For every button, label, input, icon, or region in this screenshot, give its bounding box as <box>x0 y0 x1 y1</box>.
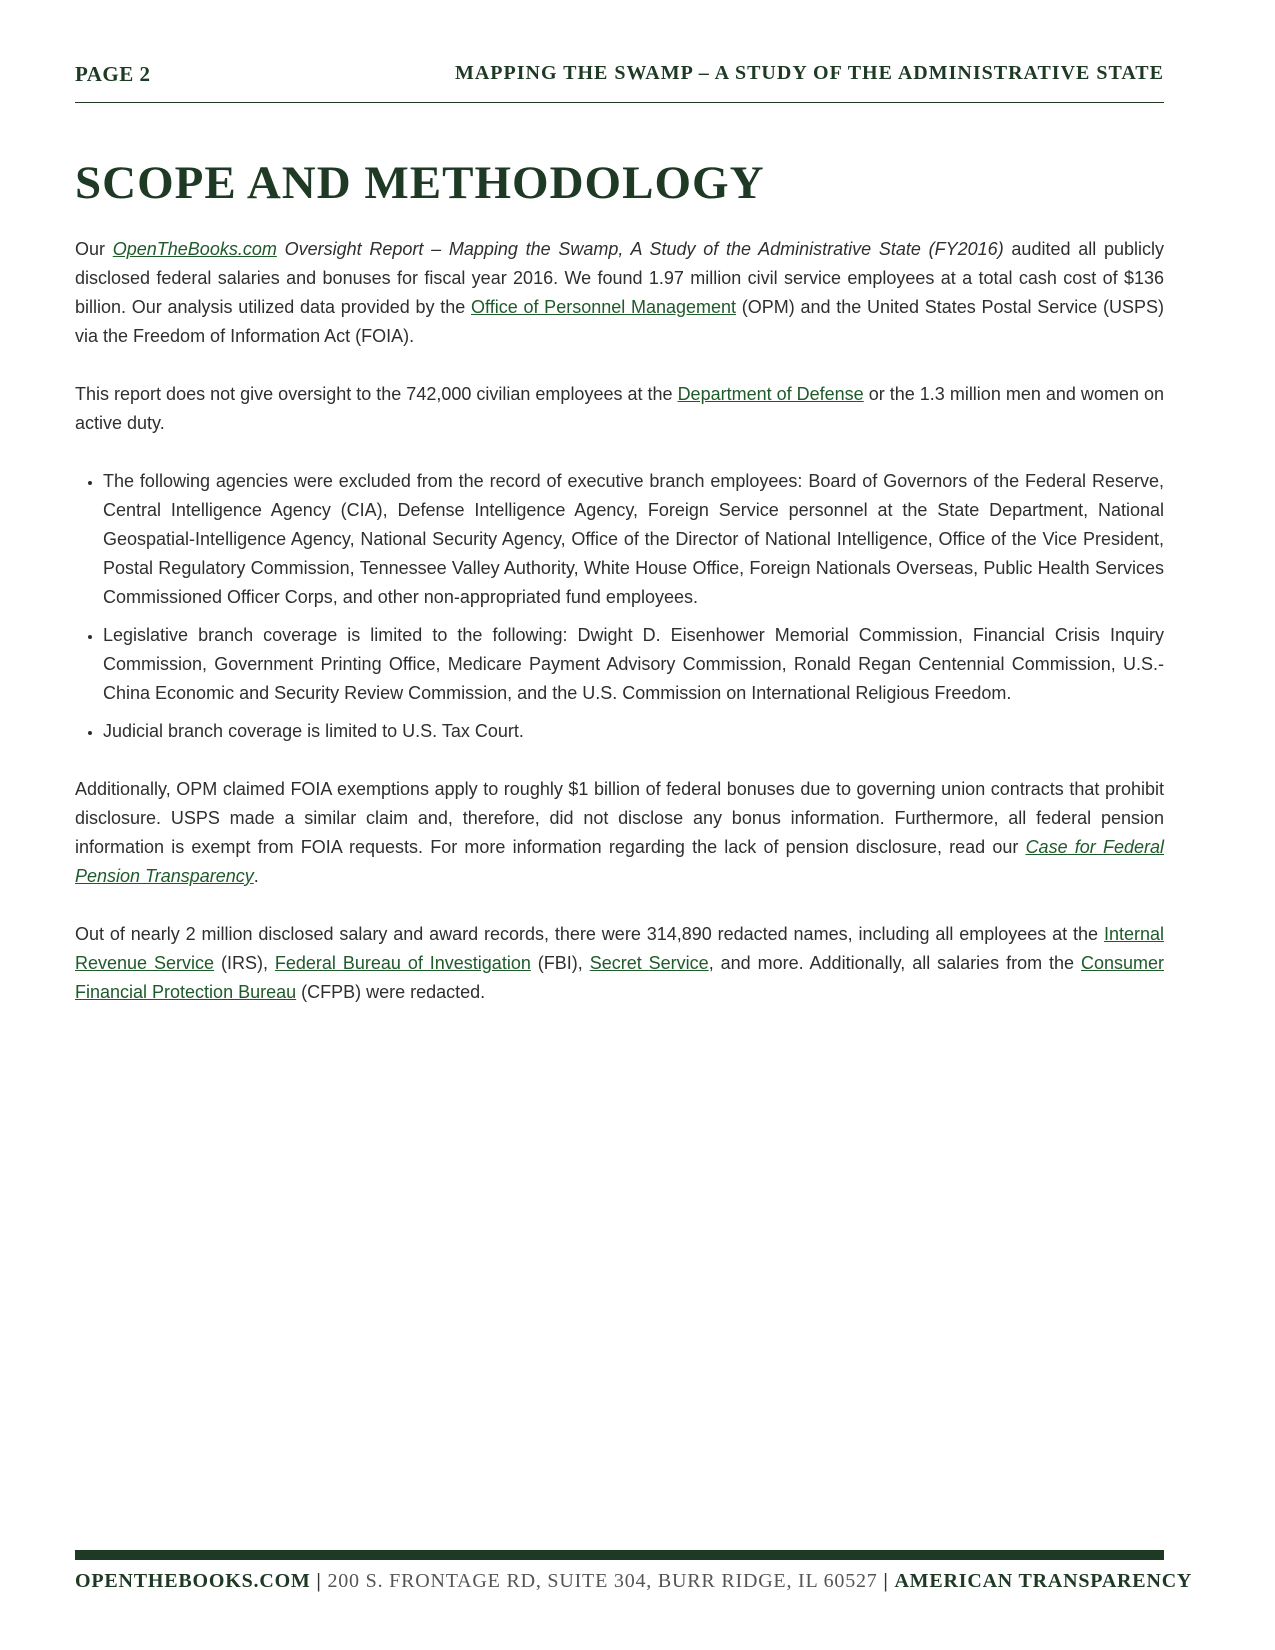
link-cfpb[interactable]: Consumer Financial Protection Bureau <box>75 953 1165 1002</box>
section-heading: SCOPE AND METHODOLOGY <box>75 157 765 209</box>
footer-rule <box>75 1550 1164 1560</box>
exclusion-list <box>75 467 1164 746</box>
list-item-legislative: • Legislative branch coverage is limited to the following: Dwight D. Eisenhower Memorial Commission, Financial Crisis Inquiry Commission, Government Printing Office, Medicare Payment Advisory Commission, Ronald Regan Centennial Commission, U.S.-China Economic and Security Review Commission, and the U.S. Commission on International Religious Freedom. <box>103 621 1164 708</box>
running-title: MAPPING THE SWAMP – A STUDY OF THE ADMINISTRATIVE STATE <box>454 62 1164 84</box>
list-item-judicial: • Judicial branch coverage is limited to U.S. Tax Court. <box>103 717 1164 746</box>
paragraph-defense <box>75 380 1164 438</box>
link-openthebooks[interactable]: OpenTheBooks.com <box>112 239 277 259</box>
page-footer <box>75 1570 1193 1593</box>
footer-separator: | <box>883 1570 889 1592</box>
footer-separator: | <box>316 1570 322 1592</box>
link-fbi[interactable]: Federal Bureau of Investigation <box>274 953 531 973</box>
text-run: . <box>253 866 259 886</box>
footer-org: AMERICAN TRANSPARENCY <box>894 1570 1193 1592</box>
text-run: (IRS), <box>214 953 275 973</box>
page-header <box>75 62 1164 103</box>
link-department-of-defense[interactable]: Department of Defense <box>677 384 864 404</box>
text-run: audited all publicly disclosed federal salaries and bonuses for fiscal year 2016. We found 1.97 million civil service employees at a total cash cost of $136 billion. Our analysis utilized data provided by the <box>75 239 1164 317</box>
footer-site: OPENTHEBOOKS.COM <box>75 1570 311 1592</box>
footer-address: 200 S. FRONTAGE RD, SUITE 304, BURR RIDGE, IL 60527 <box>327 1570 878 1592</box>
link-pension-transparency[interactable]: Case for Federal Pension Transparency <box>75 837 1164 886</box>
page-number: PAGE 2 <box>75 62 151 86</box>
text-run: (CFPB) were redacted. <box>296 982 486 1002</box>
text-run: Our <box>75 239 113 259</box>
text-run: or the 1.3 million men and women on active duty. <box>75 384 1164 433</box>
link-irs[interactable]: Internal Revenue Service <box>75 924 1164 973</box>
text-run: (OPM) and the United States Postal Service (USPS) via the Freedom of Information Act (FOIA). <box>75 297 1164 346</box>
text-run: (FBI), <box>530 953 590 973</box>
link-secret-service[interactable]: Secret Service <box>589 953 709 973</box>
text-run: This report does not give oversight to the 742,000 civilian employees at the <box>75 384 678 404</box>
paragraph-intro <box>75 235 1164 351</box>
paragraph-redactions <box>75 920 1164 1007</box>
list-item-executive: • The following agencies were excluded from the record of executive branch employees: Board of Governors of the Federal Reserve, Central Intelligence Agency (CIA), Defense Intelligence Agency, Foreign Service personnel at the State Department, National Geospatial-Intelligence Agency, National Security Agency, Office of the Director of National Intelligence, Office of the Vice President, Postal Regulatory Commission, Tennessee Valley Authority, White House Office, Foreign Nationals Overseas, Public Health Services Commissioned Officer Corps, and other non-appropriated fund employees. <box>103 467 1164 612</box>
text-run: , and more. Additionally, all salaries from the <box>708 953 1081 973</box>
report-title: Oversight Report – Mapping the Swamp, A Study of the Administrative State (FY2016) <box>276 239 1004 259</box>
text-run: Out of nearly 2 million disclosed salary and award records, there were 314,890 redacted names, including all employees at the <box>75 924 1104 944</box>
text-run: Additionally, OPM claimed FOIA exemptions apply to roughly $1 billion of federal bonuses due to governing union contracts that prohibit disclosure. USPS made a similar claim and, therefore, did not disclose any bonus information. Furthermore, all federal pension information is exempt from FOIA requests. For more information regarding the lack of pension disclosure, read our <box>75 779 1164 857</box>
paragraph-foia-exemptions <box>75 775 1164 891</box>
link-opm[interactable]: Office of Personnel Management <box>471 297 737 317</box>
document-body <box>75 235 1164 1036</box>
